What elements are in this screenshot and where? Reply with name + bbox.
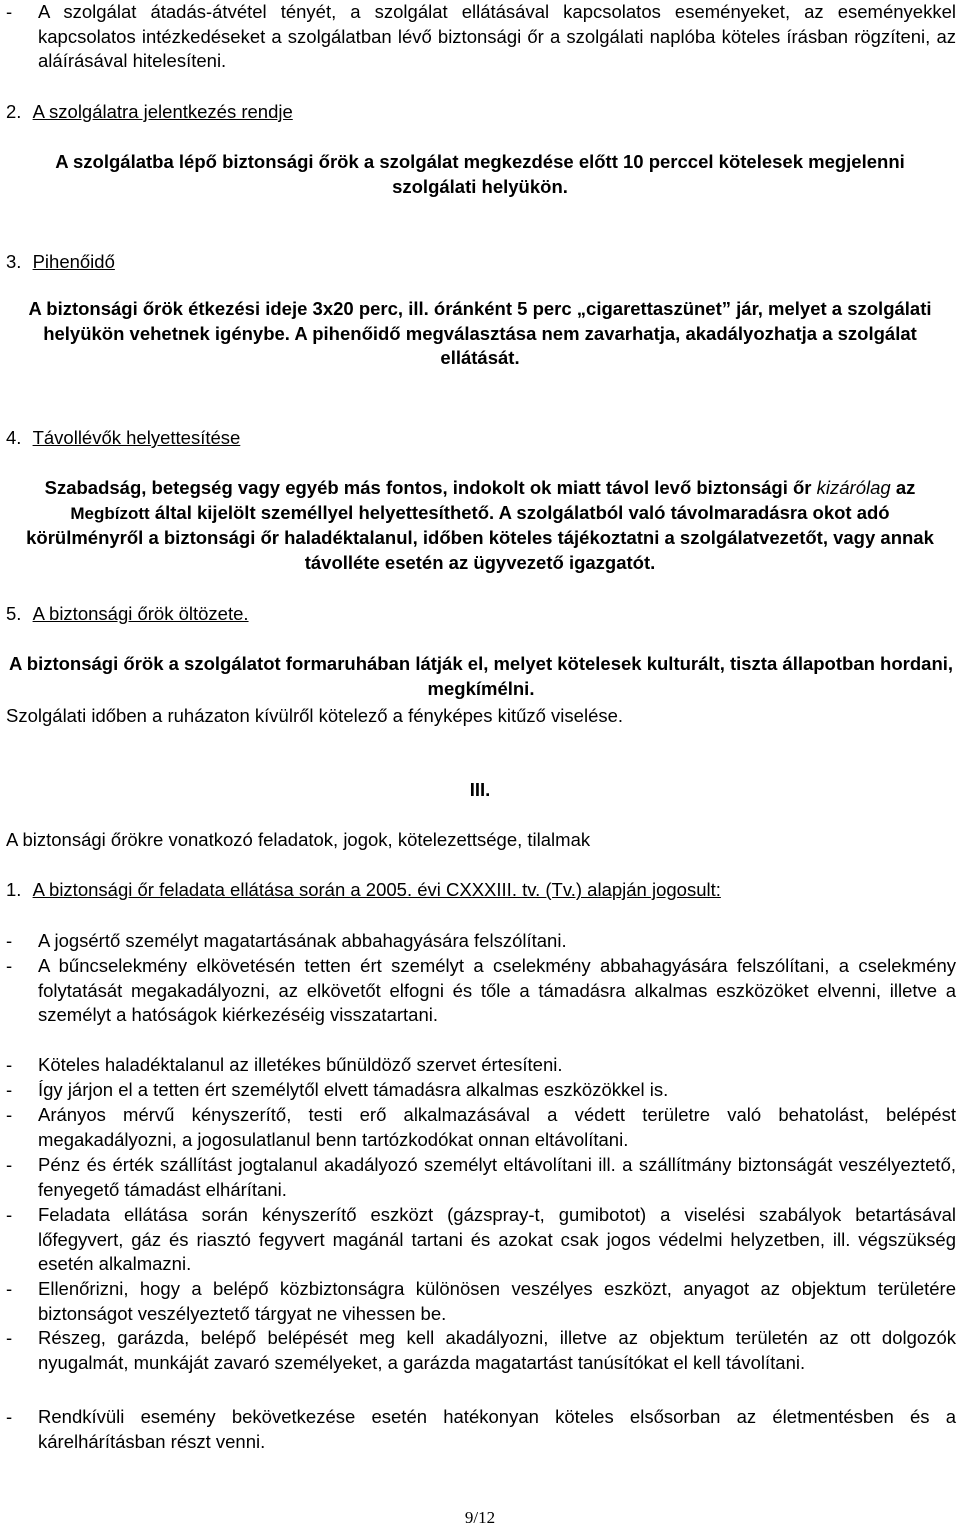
- section-5-body: A biztonsági őrök a szolgálatot formaruhában látják el, melyet kötelesek kulturált, tiszta állapotban hordani, megkímélni.: [8, 653, 954, 699]
- list-dash: -: [6, 1278, 13, 1299]
- section-3-heading: [6, 250, 956, 275]
- section-3-body-part2: A pihenőidő megválasztása nem zavarhatja, akadályozhatja a szolgálat ellátását.: [294, 322, 917, 368]
- list-item: [6, 1153, 956, 1202]
- list-item: [6, 1405, 956, 1454]
- list-item-text: A szolgálat átadás-átvétel tényét, a szolgálat ellátásával kapcsolatos eseményeket, az eseményekkel kapcsolatos intézkedéseket a szolgálatban lévő biztonsági őr a szolgálati naplóba köteles írásban rögzíteni, az aláírásával hitelesíteni.: [38, 1, 956, 71]
- section-4-body-italic: kizárólag: [816, 477, 891, 498]
- list-dash: -: [6, 1, 13, 22]
- section-4-body-part1: Szabadság, betegség vagy egyéb más fontos, indokolt ok miatt távol levő biztonsági őr: [44, 477, 812, 498]
- section-3-body: [20, 297, 940, 371]
- list-dash: -: [6, 1406, 13, 1427]
- list-dash: -: [6, 1104, 13, 1125]
- section-4-heading: [6, 426, 956, 451]
- section-title: Távollévők helyettesítése: [32, 427, 241, 448]
- section-2-heading: [6, 100, 956, 125]
- section-number: 5.: [6, 603, 22, 624]
- list-item: [6, 1277, 956, 1326]
- section-number: 2.: [6, 101, 22, 122]
- list-dash: -: [6, 1154, 13, 1175]
- list-item: [6, 1326, 956, 1375]
- section-3-body-part1: A biztonsági őrök étkezési ideje 3x20 perc, ill. óránként 5 perc „cigarettaszünet” jár, melyet a szolgálati helyükön vehetnek igénybe.: [28, 298, 932, 344]
- list-item: [6, 929, 956, 954]
- list-dash: -: [6, 1054, 13, 1075]
- list-item-text: Pénz és érték szállítást jogtalanul akadályozó személyt eltávolítani ill. a szállítmány biztonságát veszélyeztető, fenyegető támadást elhárítani.: [38, 1154, 956, 1200]
- intro-list-item: [6, 0, 956, 74]
- list-dash: -: [6, 1327, 13, 1348]
- section-number: 4.: [6, 427, 22, 448]
- section-4-body-part3: Megbízott: [70, 503, 150, 523]
- section-2-body: A szolgálatba lépő biztonsági őrök a szolgálat megkezdése előtt 10 perccel kötelesek megjelenni szolgálati helyükön.: [55, 151, 905, 197]
- chapter-title: A biztonsági őrökre vonatkozó feladatok, jogok, kötelezettsége, tilalmak: [6, 829, 591, 850]
- list-item-text: Így járjon el a tetten ért személytől elvett támadásra alkalmas eszközökkel is.: [38, 1079, 669, 1100]
- list-item: [6, 1078, 956, 1103]
- list-dash: -: [6, 1204, 13, 1225]
- list-item-text: Feladata ellátása során kényszerítő eszközt (gázspray-t, gumibotot) a viselési szabályok betartásával lőfegyvert, gáz és riasztó fegyvert magánál tartani és azokat csak jogos védelmi helyzetben, ill. végszükség esetén alkalmazni.: [38, 1204, 956, 1274]
- list-item: [6, 954, 956, 1028]
- list-item: [6, 1103, 956, 1152]
- list-item-text: Részeg, garázda, belépő belépését meg kell akadályozni, illetve az objektum területén az ott dolgozók nyugalmát, munkáját zavaró személyeket, a garázda magatartást tanúsítókat el kell távolítani.: [38, 1327, 956, 1373]
- section-4-body-part4: által kijelölt személlyel helyettesíthető. A szolgálatból való távolmaradásra okot adó körülményről a biztonsági őr haladéktalanul, időben köteles tájékoztatni a szolgálatvezetőt, vagy annak távolléte esetén az ügyvezető igazgatót.: [26, 501, 934, 573]
- list-dash: -: [6, 930, 13, 951]
- section-number: 3.: [6, 251, 22, 272]
- list-item-text: Rendkívüli esemény bekövetkezése esetén hatékonyan köteles elsősorban az életmentésben és a kárelhárításban részt venni.: [38, 1406, 956, 1452]
- list-item-text: A jogsértő személyt magatartásának abbahagyására felszólítani.: [38, 930, 567, 951]
- chapter-number: III.: [469, 779, 491, 800]
- section-title: Pihenőidő: [32, 251, 115, 272]
- section-title: A biztonsági őr feladata ellátása során a 2005. évi CXXXIII. tv. (Tv.) alapján jogosult:: [32, 879, 721, 900]
- list-item-text: Arányos mérvű kényszerítő, testi erő alkalmazásával a védett területre való behatolást, belépést megakadályozni, a jogosulatlanul benn tartózkodókat onnan eltávolítani.: [38, 1104, 956, 1150]
- section-number: 1.: [6, 879, 22, 900]
- section-4-body: [10, 476, 950, 575]
- list-item-text: Köteles haladéktalanul az illetékes bűnüldöző szervet értesíteni.: [38, 1054, 563, 1075]
- section-4-body-part2: az: [895, 477, 916, 498]
- section-1-heading: [6, 878, 956, 903]
- page-number: 9/12: [464, 1508, 496, 1527]
- section-title: A biztonsági őrök öltözete.: [32, 603, 249, 624]
- list-dash: -: [6, 955, 13, 976]
- list-item: [6, 1053, 956, 1078]
- list-item-text: A bűncselekmény elkövetésén tetten ért személyt a cselekmény abbahagyására felszólítani, a cselekmény folytatását megakadályozni, az elkövetőt elfogni és tőle a támadásra alkalmas eszközöket elvenni, illetve a személyt a hatóságok kiérkezéséig visszatartani.: [38, 955, 956, 1025]
- section-5-note: Szolgálati időben a ruházaton kívülről kötelező a fényképes kitűző viselése.: [6, 705, 624, 726]
- list-dash: -: [6, 1079, 13, 1100]
- list-item-text: Ellenőrizni, hogy a belépő közbiztonságra különösen veszélyes eszközt, anyagot az objektum területére biztonságot veszélyeztető tárgyat ne vihessen be.: [38, 1278, 956, 1324]
- section-title: A szolgálatra jelentkezés rendje: [32, 101, 293, 122]
- list-item: [6, 1203, 956, 1277]
- section-5-heading: [6, 602, 956, 627]
